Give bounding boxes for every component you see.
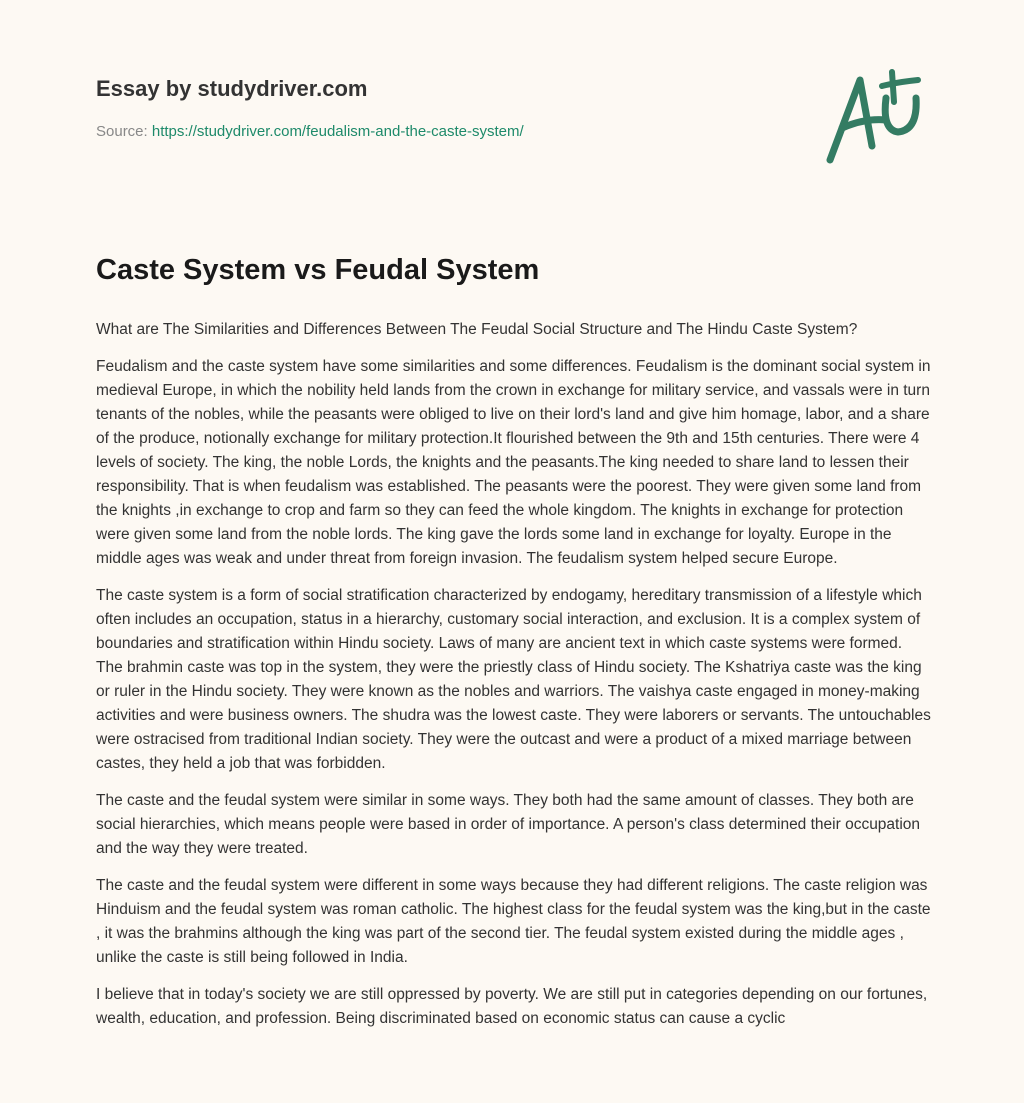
- essay-body: [96, 318, 932, 1044]
- paragraph: The caste and the feudal system were different in some ways because they had different religions. The caste religion was Hinduism and the feudal system was roman catholic. The highest class for the feudal system was the king,but in the caste , it was the brahmins although the king was part of the second tier. The feudal system existed during the middle ages , unlike the caste is still being followed in India.: [96, 877, 931, 966]
- essay-question: What are The Similarities and Differences Between The Feudal Social Structure and The Hindu Caste System?: [96, 321, 858, 338]
- paragraph: I believe that in today's society we are still oppressed by poverty. We are still put in categories depending on our fortunes, wealth, education, and profession. Being discriminated based on economic status can cause a cyclic: [96, 986, 928, 1027]
- brand-heading: Essay by studydriver.com: [96, 76, 368, 101]
- a-plus-logo-icon: [820, 68, 930, 168]
- paragraph: The caste system is a form of social stratification characterized by endogamy, hereditary transmission of a lifestyle which often includes an occupation, status in a hierarchy, customary social interaction, and exclusion. It is a complex system of boundaries and stratification within Hindu society. Laws of many are ancient text in which caste systems were formed. The brahmin caste was top in the system, they were the priestly class of Hindu society. The Kshatriya caste was the king or ruler in the Hindu society. They were known as the nobles and warriors. The vaishya caste engaged in money-making activities and were business owners. The shudra was the lowest caste. They were laborers or servants. The untouchables were ostracised from traditional Indian society. They were the outcast and were a product of a mixed marriage between castes, they held a job that was forbidden.: [96, 587, 931, 772]
- source-label: Source:: [96, 123, 148, 140]
- source-link[interactable]: https://studydriver.com/feudalism-and-the-caste-system/: [151, 123, 524, 140]
- essay-title: Caste System vs Feudal System: [96, 254, 540, 286]
- source-line: [96, 123, 524, 140]
- paragraph: The caste and the feudal system were similar in some ways. They both had the same amount of classes. They both are social hierarchies, which means people were based in order of importance. A person's class determined their occupation and the way they were treated.: [96, 792, 921, 857]
- paragraph: Feudalism and the caste system have some similarities and some differences. Feudalism is the dominant social system in medieval Europe, in which the nobility held lands from the crown in exchange for military service, and vassals were in turn tenants of the nobles, while the peasants were obliged to live on their lord's land and give him homage, labor, and a share of the produce, notionally exchange for military protection.It flourished between the 9th and 15th centuries. There were 4 levels of society. The king, the noble Lords, the knights and the peasants.The king needed to share land to lessen their responsibility. That is when feudalism was established. The peasants were the poorest. They were given some land from the knights ,in exchange to crop and farm so they can feed the whole kingdom. The knights in exchange for protection were given some land from the noble lords. The king gave the lords some land in exchange for loyalty. Europe in the middle ages was weak and under threat from foreign invasion. The feudalism system helped secure Europe.: [96, 358, 931, 567]
